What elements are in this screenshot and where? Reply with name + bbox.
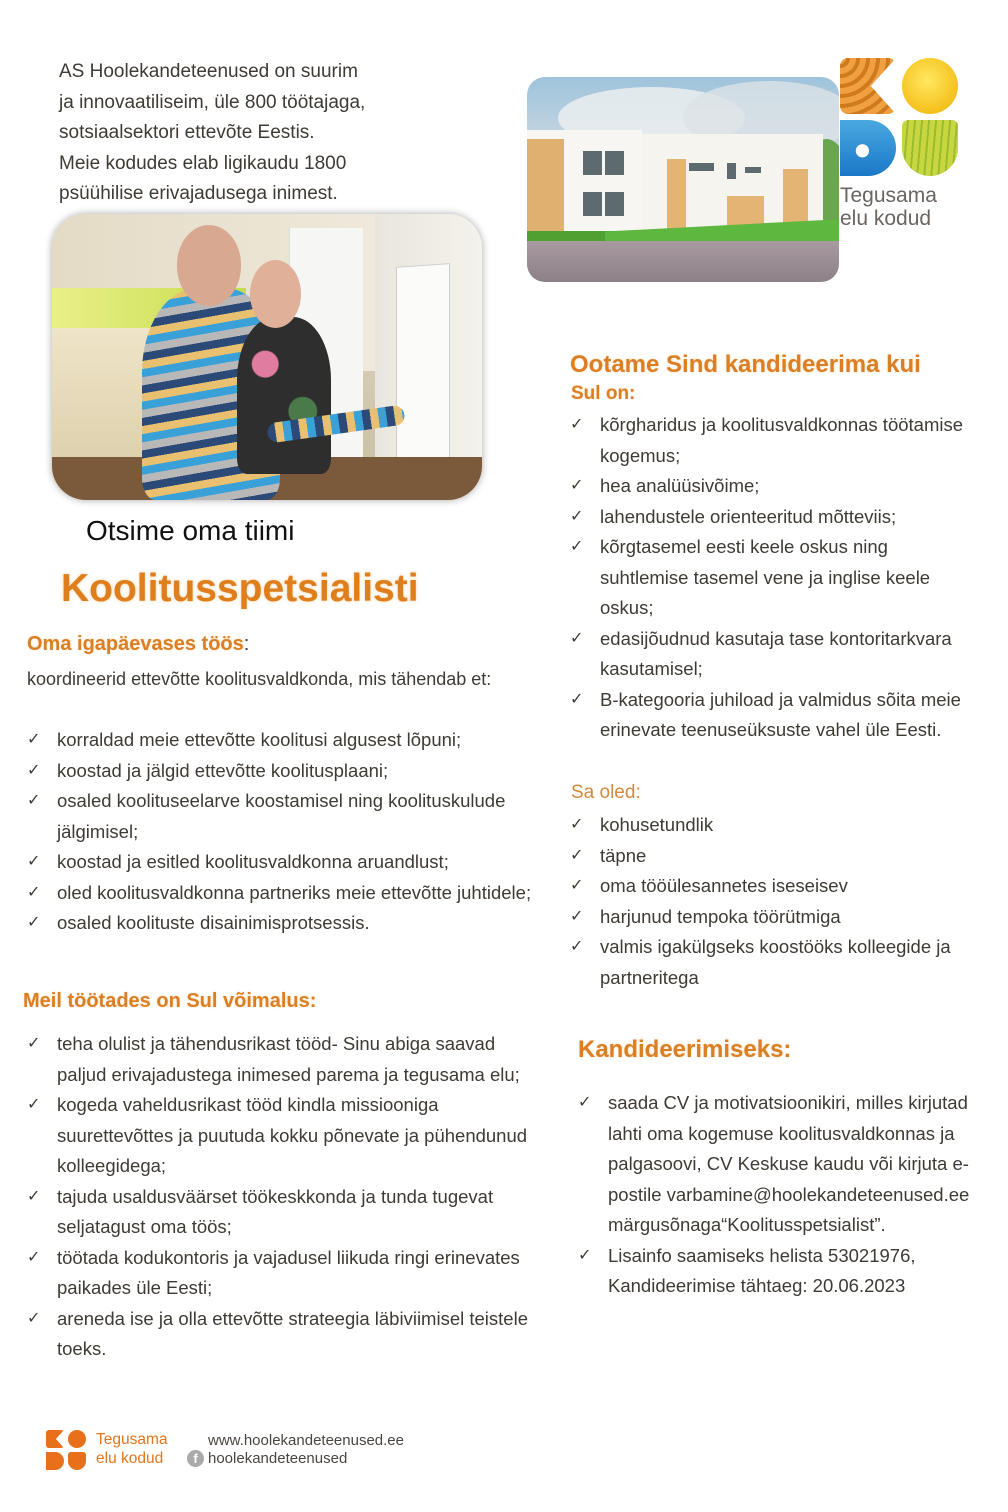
list-item: ✓ B-kategooria juhiload ja valmidus sõita meie erinevate teenuseüksuste vahel üle Eesti. <box>570 685 980 746</box>
logo-d-tile <box>840 120 896 176</box>
check-icon: ✓ <box>578 1094 592 1111</box>
check-icon: ✓ <box>570 477 584 494</box>
kodu-logo <box>840 58 960 230</box>
daily-work-heading: Oma igapäevases töös: <box>27 633 250 655</box>
check-icon: ✓ <box>570 938 584 955</box>
check-icon: ✓ <box>27 731 41 748</box>
logo-tagline: Tegusama elu kodud <box>840 184 937 230</box>
list-item: ✓ valmis igakülgseks koostööks kolleegide ja partneritega <box>570 932 980 993</box>
check-icon: ✓ <box>27 792 41 809</box>
logo-u-tile <box>902 120 958 176</box>
list-item: ✓ osaled koolituseelarve koostamisel ning koolituskulude jälgimisel; <box>27 786 537 847</box>
check-icon: ✓ <box>570 816 584 833</box>
check-icon: ✓ <box>570 907 584 925</box>
list-item: ✓ töötada kodukontoris ja vajadusel liikuda ringi erinevates paikades üle Eesti; <box>27 1243 537 1304</box>
logo-k-tile <box>840 58 896 114</box>
facebook-icon: f <box>187 1450 204 1467</box>
intro-line: AS Hoolekandeteenused on suurim <box>59 61 358 82</box>
list-item: ✓ korraldad meie ettevõtte koolitusi algusest lõpuni; <box>27 725 537 756</box>
list-item: ✓ oled koolitusvaldkonna partneriks meie ettevõtte juhtidele; <box>27 878 537 909</box>
list-item: ✓ osaled koolituste disainimisprotsessis. <box>27 908 537 939</box>
list-item: ✓ koostad ja esitled koolitusvaldkonna aruandlust; <box>27 847 537 878</box>
check-icon: ✓ <box>27 1187 41 1205</box>
daily-work-lead: koordineerid ettevõtte koolitusvaldkonda, mis tähendab et: <box>27 669 492 689</box>
check-icon: ✓ <box>578 1246 592 1264</box>
footer-kodu-logo <box>46 1430 86 1470</box>
apply-heading: Kandideerimiseks: <box>578 1036 792 1063</box>
list-item: ✓ kõrgharidus ja koolitusvaldkonnas töötamise kogemus; <box>570 410 980 471</box>
check-icon: ✓ <box>570 629 584 647</box>
check-icon: ✓ <box>27 1096 41 1113</box>
list-item: ✓ harjunud tempoka töörütmiga <box>570 902 980 933</box>
sa-oled-label: Sa oled: <box>571 782 641 803</box>
list-item: ✓ täpne <box>570 841 980 872</box>
check-icon: ✓ <box>570 877 584 894</box>
list-item: ✓ edasijõudnud kasutaja tase kontoritarkvara kasutamisel; <box>570 624 980 685</box>
check-icon: ✓ <box>570 846 584 864</box>
job-title: Koolitusspetsialisti <box>61 567 419 610</box>
logo-o-tile <box>902 58 958 114</box>
list-item: ✓ saada CV ja motivatsioonikiri, milles kirjutad lahti oma kogemuse koolitusvaldkonnas ja palgasoovi, CV Keskuse kaudu või kirjuta e-postile varbamine@hoolekandeteenused.ee märgusõnaga“Koolitusspetsialist”. <box>578 1088 988 1241</box>
footer-links <box>208 1432 404 1468</box>
check-icon: ✓ <box>27 883 41 901</box>
check-icon: ✓ <box>27 1248 41 1266</box>
check-icon: ✓ <box>570 507 584 525</box>
requirements-heading: Ootame Sind kandideerima kui <box>570 351 921 378</box>
list-item: ✓ lahendustele orienteeritud mõtteviis; <box>570 502 980 533</box>
check-icon: ✓ <box>570 416 584 433</box>
intro-line: ja innovaatiliseim, üle 800 töötajaga, <box>59 91 366 113</box>
intro-line: psüühilise erivajadusega inimest. <box>59 183 338 204</box>
sul-on-label: Sul on: <box>571 383 636 404</box>
check-icon: ✓ <box>570 690 584 708</box>
list-item: ✓ koostad ja jälgid ettevõtte koolitusplaani; <box>27 756 537 787</box>
apply-list <box>578 1088 988 1302</box>
list-item: ✓ kogeda vaheldusrikast tööd kindla missiooniga suurettevõttes ja puutuda kokku põnevate ja pühendunud kolleegidega; <box>27 1090 537 1182</box>
footer-logo-text: Tegusama elu kodud <box>96 1431 168 1467</box>
check-icon: ✓ <box>27 1309 41 1327</box>
list-item: ✓ tajuda usaldusväärset töökeskkonda ja tunda tugevat seljatagust oma töös; <box>27 1182 537 1243</box>
list-item: ✓ areneda ise ja olla ettevõtte strateegia läbiviimisel teistele toeks. <box>27 1304 537 1365</box>
intro-line: Meie kodudes elab ligikaudu 1800 <box>59 152 347 174</box>
opportunities-heading: Meil töötades on Sul võimalus: <box>23 990 317 1012</box>
check-icon: ✓ <box>27 1035 41 1052</box>
check-icon: ✓ <box>570 538 584 555</box>
intro-text <box>59 57 365 210</box>
list-item: ✓ oma tööülesannetes iseseisev <box>570 871 980 902</box>
list-item: ✓ kõrgtasemel eesti keele oskus ning suhtlemise tasemel vene ja inglise keele oskus; <box>570 532 980 624</box>
daily-work-list <box>27 725 537 939</box>
sa-oled-list <box>570 810 980 993</box>
seek-heading: Otsime oma tiimi <box>86 515 295 546</box>
check-icon: ✓ <box>27 914 41 931</box>
list-item: ✓ Lisainfo saamiseks helista 53021976, Kandideerimise tähtaeg: 20.06.2023 <box>578 1241 988 1302</box>
sul-on-list <box>570 410 980 746</box>
check-icon: ✓ <box>27 853 41 870</box>
facebook-link[interactable]: hoolekandeteenused <box>208 1450 348 1467</box>
opportunities-list <box>27 1029 537 1365</box>
building-photo <box>527 77 839 282</box>
list-item: ✓ hea analüüsivõime; <box>570 471 980 502</box>
list-item: ✓ kohusetundlik <box>570 810 980 841</box>
website-link[interactable]: www.hoolekandeteenused.ee <box>208 1432 404 1449</box>
people-photo <box>52 214 482 500</box>
list-item: ✓ teha olulist ja tähendusrikast tööd- Sinu abiga saavad paljud erivajadustega inimesed parema ja tegusama elu; <box>27 1029 537 1090</box>
check-icon: ✓ <box>27 761 41 779</box>
intro-line: sotsiaalsektori ettevõte Eestis. <box>59 122 315 143</box>
